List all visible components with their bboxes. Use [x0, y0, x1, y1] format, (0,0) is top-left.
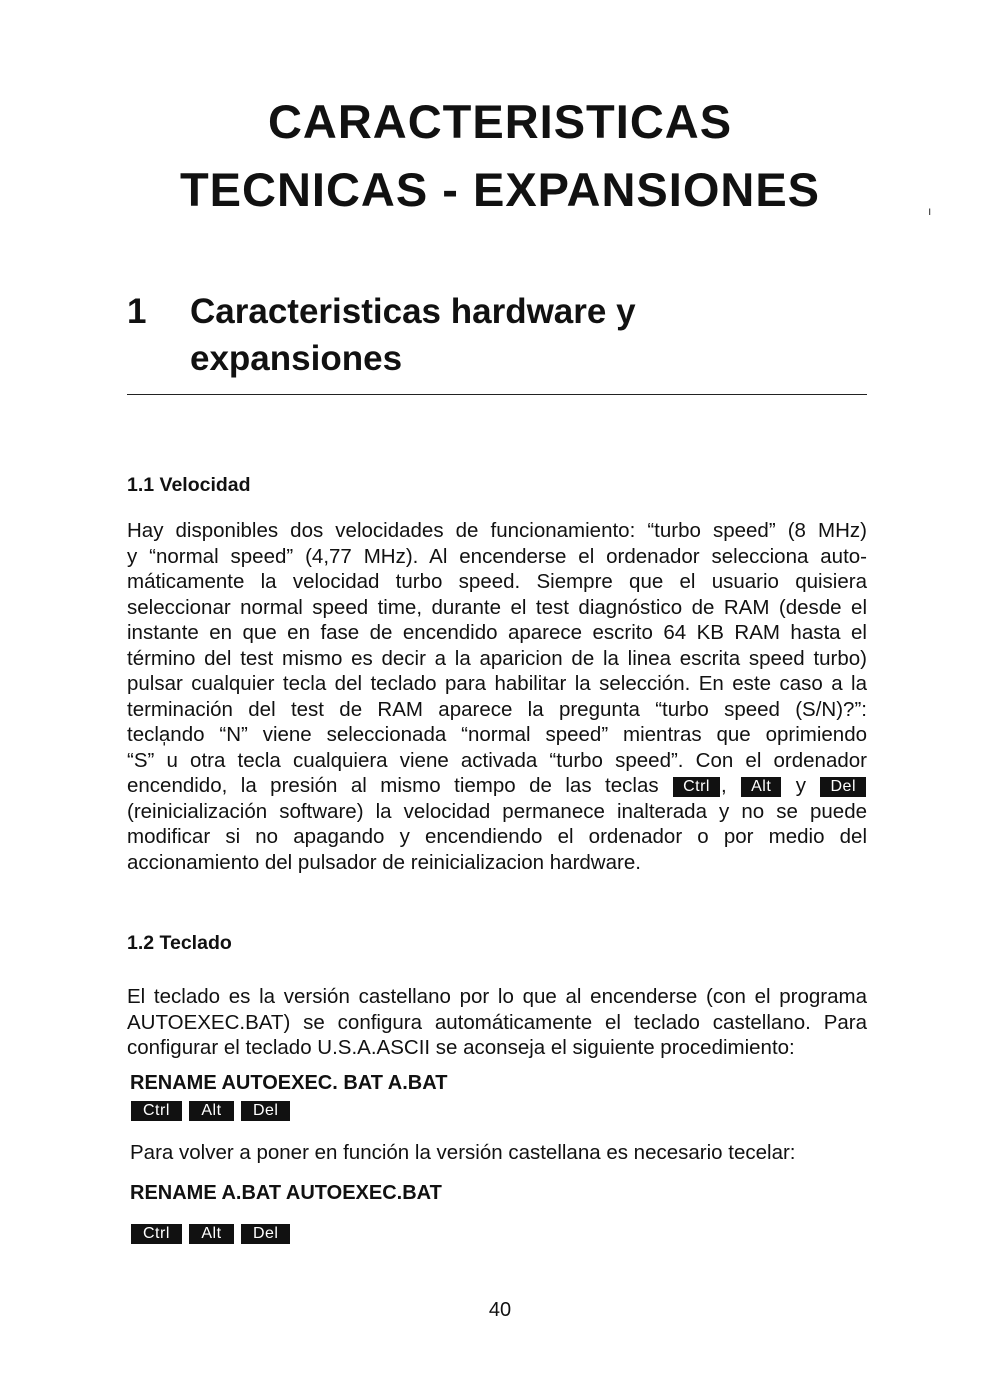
del-key: Del [241, 1224, 291, 1244]
paragraph-line: instante en que en fase de encendido aparece escrito 64 KB RAM hasta el [127, 621, 867, 644]
section-title-line-1: Caracteristicas hardware y [190, 292, 636, 331]
paragraph-line: seleccionar normal speed time, durante el test diagnóstico de RAM (desde el [127, 595, 867, 619]
paragraph-line: El teclado es la versión castellano por lo que al encenderse (con el programa [127, 985, 867, 1008]
title-line-1: CARACTERISTICAS [267, 95, 733, 148]
section-divider [127, 394, 867, 395]
stray-mark: ı [928, 204, 932, 218]
paragraph-line: configurar el teclado U.S.A.ASCII se aconseja el siguiente procedimiento: [127, 1036, 795, 1059]
section-number: 1 [127, 292, 147, 331]
command-rename-to-abat: RENAME AUTOEXEC. BAT A.BAT [130, 1072, 448, 1094]
title-line-2: TECNICAS - EXPANSIONES [179, 163, 821, 216]
section-title-line-2: expansiones [190, 339, 403, 378]
ctrl-key: Ctrl [673, 777, 720, 797]
paragraph-line: y “normal speed” (4,77 MHz). Al encenderse el ordenador selecciona auto- [127, 544, 867, 568]
paragraph-line: AUTOEXEC.BAT) se configura automáticamente el teclado castellano. Para [127, 1010, 867, 1034]
restore-instruction: Para volver a poner en función la versión castellana es necesario tecelar: [130, 1141, 796, 1164]
alt-key: Alt [741, 777, 781, 797]
paragraph-line: término del test mismo es decir a la aparicion de la linea escrita speed turbo) [127, 646, 867, 670]
keys-and: y [795, 774, 807, 797]
paragraph-line: modificar si no apagando y encendiendo el ordenador o por medio del [127, 825, 867, 848]
keys-line-text: encendido, la presión al mismo tiempo de las teclas [127, 774, 659, 797]
paragraph-line: accionamiento del pulsador de reinicializacion hardware. [127, 850, 641, 874]
del-key: Del [241, 1101, 291, 1121]
paragraph-line: máticamente la velocidad turbo speed. Siempre que el usuario quisiera [127, 570, 867, 593]
subsection-heading-velocidad: 1.1 Velocidad [127, 474, 251, 496]
paragraph-line-keys [127, 773, 867, 799]
paragraph-teclado [127, 984, 867, 1061]
section-title [190, 288, 790, 382]
subsection-heading-teclado: 1.2 Teclado [127, 932, 232, 954]
command-rename-to-autoexec: RENAME A.BAT AUTOEXEC.BAT [130, 1182, 442, 1204]
key-sequence-1 [130, 1101, 292, 1121]
paragraph-line: “S” u otra tecla cualquiera viene activada “turbo speed”. Con el ordenador [127, 748, 867, 772]
alt-key: Alt [189, 1101, 233, 1121]
ctrl-key: Ctrl [131, 1101, 182, 1121]
page-number: 40 [488, 1299, 512, 1321]
keys-comma: , [720, 774, 727, 797]
ctrl-key: Ctrl [131, 1224, 182, 1244]
paragraph-line: terminación del test de RAM aparece la pregunta “turbo speed (S/N)?”: [127, 697, 867, 721]
paragraph-line: tecla̩ndo “N” viene seleccionada “normal speed” mientras que oprimiendo [127, 723, 867, 746]
paragraph-line: pulsar cualquier tecla del teclado para habilitar la selección. En este caso a la [127, 672, 867, 695]
paragraph-line: Hay disponibles dos velocidades de funcionamiento: “turbo speed” (8 MHz) [127, 519, 867, 542]
del-key: Del [820, 777, 866, 797]
alt-key: Alt [189, 1224, 233, 1244]
page-title [0, 88, 1000, 224]
key-sequence-2 [130, 1224, 292, 1244]
paragraph-line: (reinicialización software) la velocidad permanece inalterada y no se puede [127, 799, 867, 823]
paragraph-velocidad [127, 518, 867, 875]
